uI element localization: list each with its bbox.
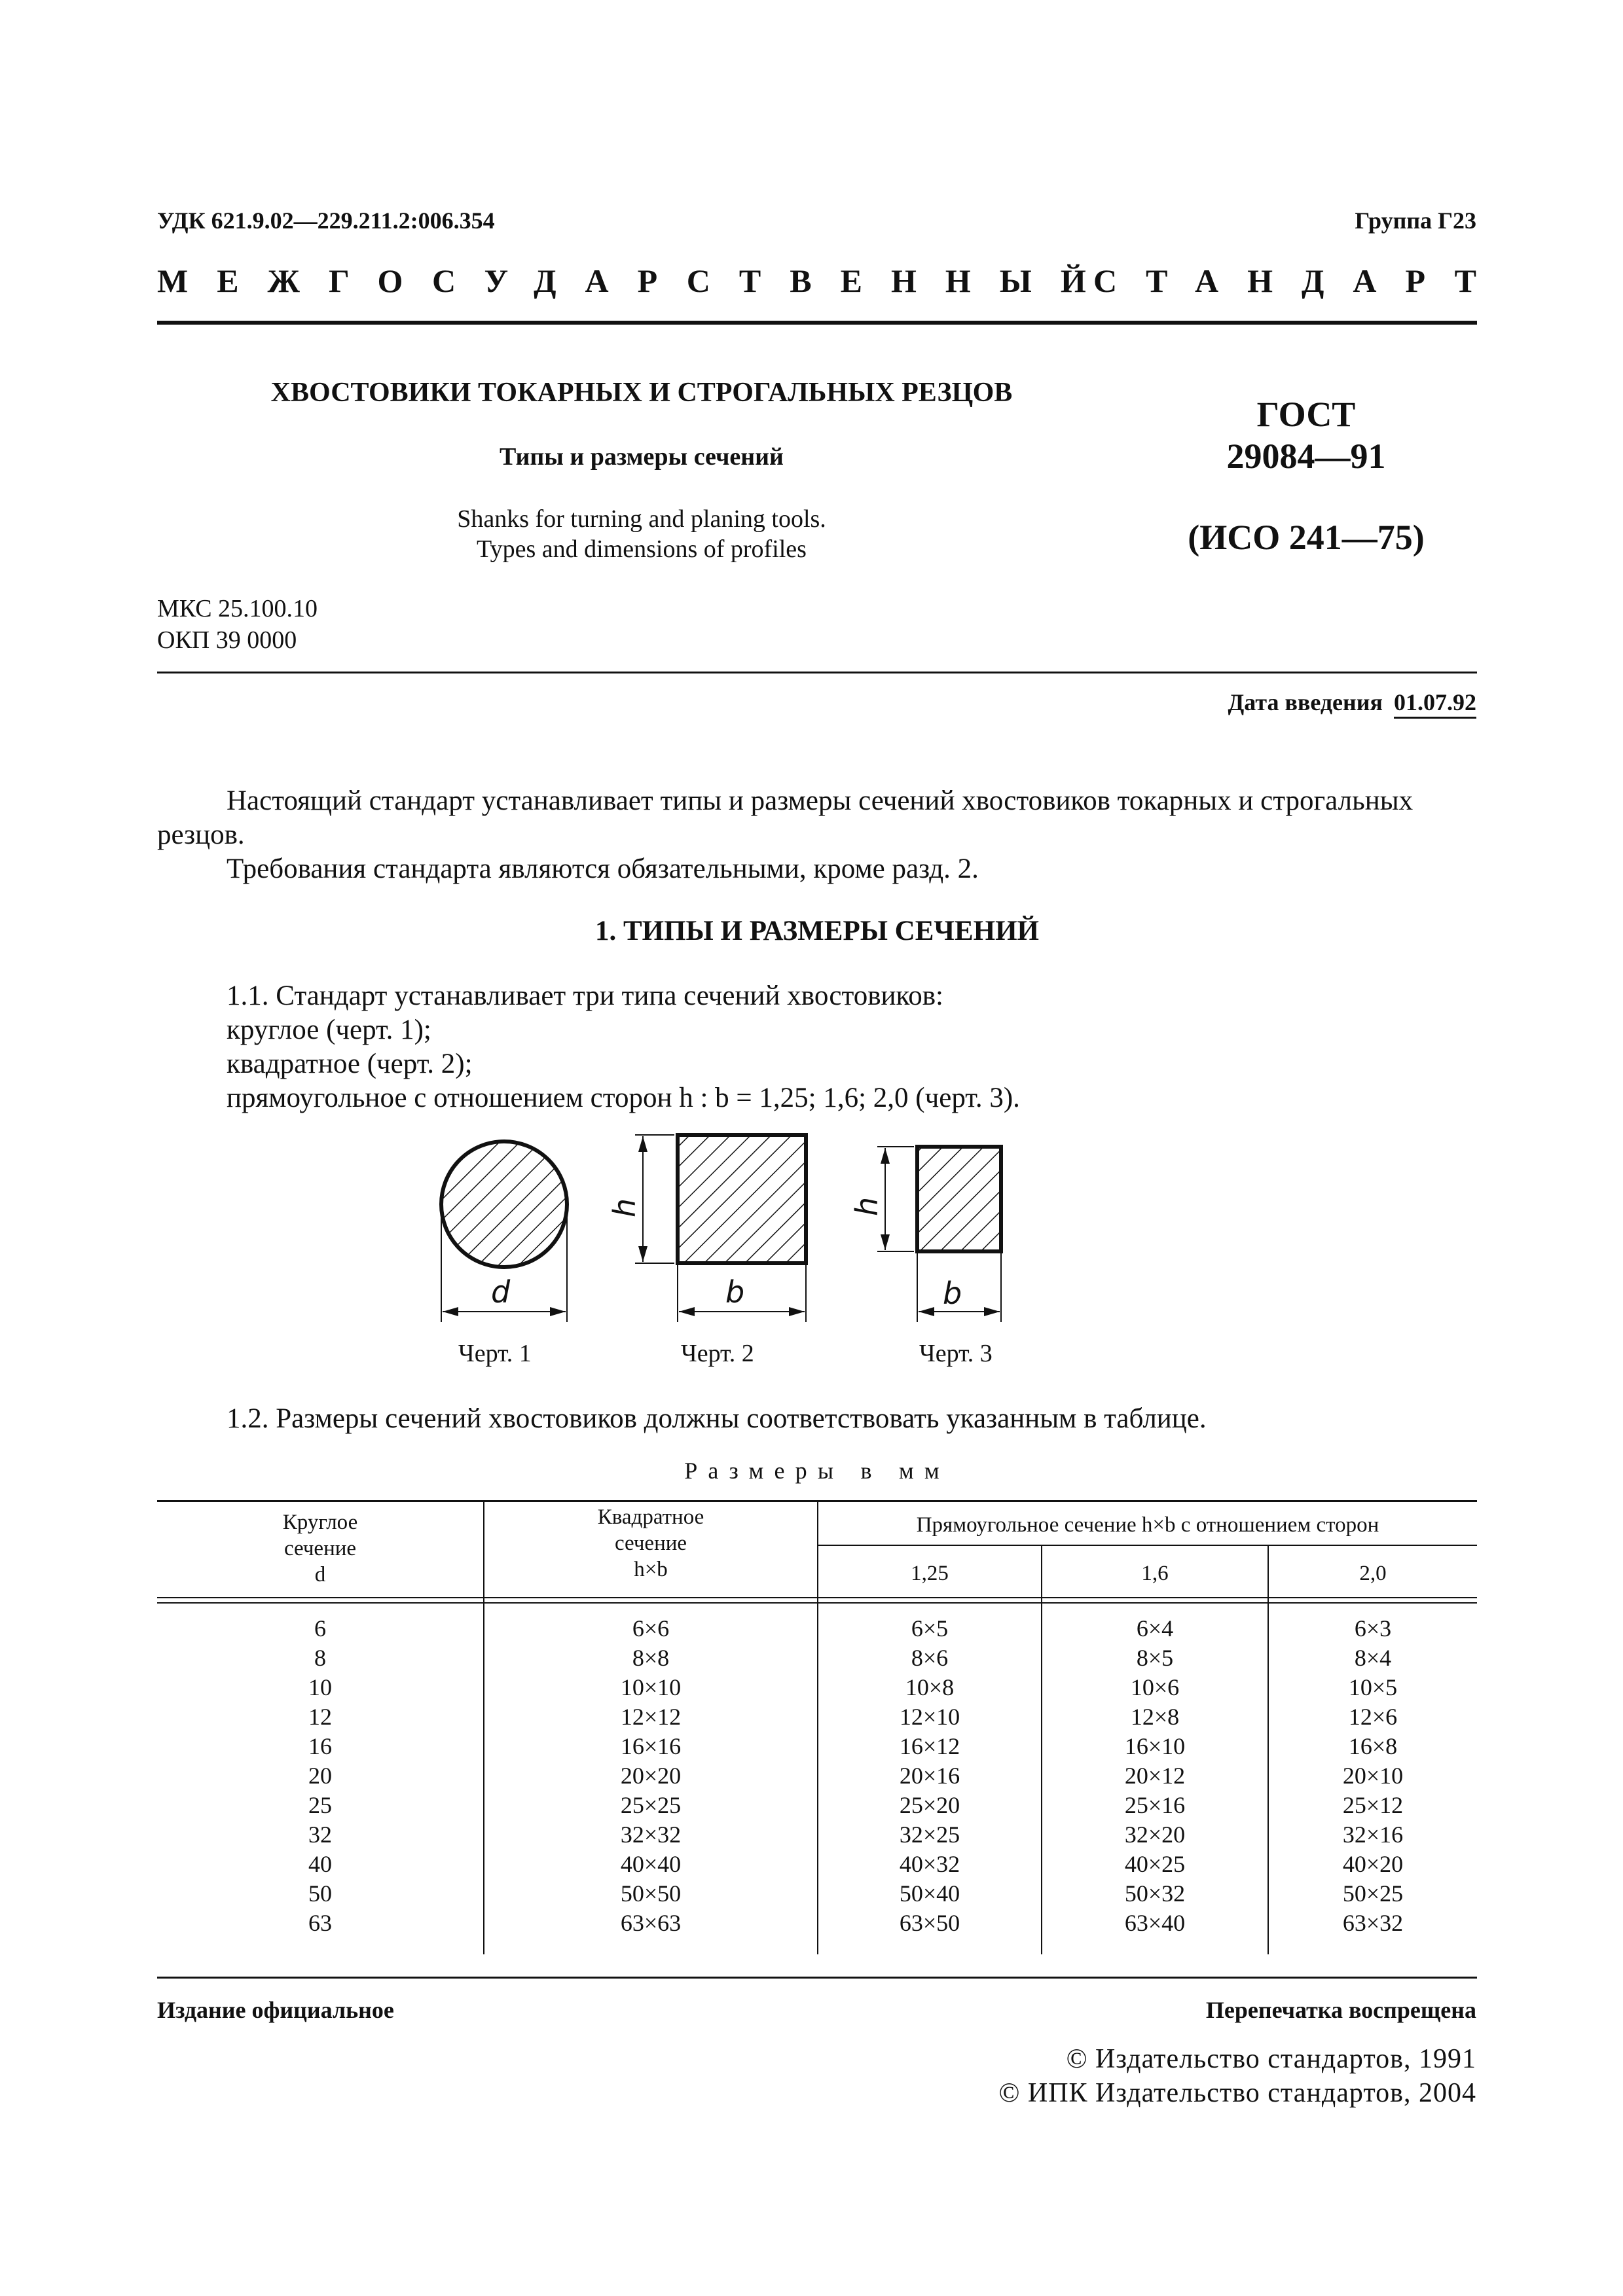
mks-code: МКС 25.100.10 [157, 595, 318, 622]
doc-title-en [157, 504, 1126, 564]
label-b-rect: b [943, 1276, 962, 1311]
copyright-2004: © ИПК Издательство стандартов, 2004 [998, 2078, 1476, 2108]
header-rectangular: Прямоугольное сечение h×b с отношением сторон [916, 1513, 1379, 1537]
header-ratio-20: 2,0 [1359, 1562, 1387, 1585]
column-rect-20: 6×3 8×4 10×5 12×6 16×8 20×10 25×12 32×16 40×20 50×25 63×32 [1342, 1615, 1404, 1936]
copyright-1991: © Издательство стандартов, 1991 [1066, 2044, 1476, 2074]
label-b-square: b [725, 1274, 745, 1310]
group-code: Группа Г23 [1355, 207, 1476, 234]
column-rect-125: 6×5 8×6 10×8 12×10 16×12 20×16 25×20 32×25 40×32 50×40 63×50 [899, 1615, 960, 1936]
item-square: квадратное (черт. 2); [227, 1049, 473, 1079]
header-ratio-125: 1,25 [911, 1562, 949, 1585]
banner-interstate: МЕЖГОСУДАРСТВЕННЫЙ [157, 262, 1115, 299]
header-rule [157, 321, 1477, 325]
okp-code: ОКП 39 0000 [157, 626, 297, 654]
header-round: Круглое сечение d [282, 1511, 358, 1587]
column-round: 6 8 10 12 16 20 25 32 40 50 63 [308, 1615, 332, 1936]
gost-number: 29084—91 [1226, 437, 1386, 476]
reprint-prohibited: Перепечатка воспрещена [1205, 1997, 1476, 2023]
item-rectangular: прямоугольное с отношением сторон h : b = 1,25; 1,6; 2,0 (черт. 3). [227, 1083, 1020, 1113]
doc-title-en-line1: Shanks for turning and planing tools. [457, 505, 826, 533]
header-square: Квадратное сечение h×b [597, 1505, 704, 1581]
classification-codes [157, 593, 318, 656]
clause-1-2: 1.2. Размеры сечений хвостовиков должны соответствовать указанным в таблице. [227, 1403, 1207, 1434]
column-square: 6×6 8×8 10×10 12×12 16×16 20×20 25×25 32×32 40×40 50×50 63×63 [620, 1615, 682, 1936]
intro-mandatory: Требования стандарта являются обязательными, кроме разд. 2. [227, 853, 979, 884]
footer-rule [157, 1977, 1477, 1979]
official-edition: Издание официальное [157, 1997, 394, 2023]
drawing-square-section [607, 1135, 806, 1322]
iso-number: (ИСО 241—75) [1188, 518, 1425, 557]
intro-line1: Настоящий стандарт устанавливает типы и размеры сечений хвостовиков токарных и строгальных [227, 785, 1413, 816]
header-ratio-16: 1,6 [1141, 1562, 1169, 1585]
date-of-introduction [1228, 689, 1477, 716]
drawing-round-section [441, 1141, 567, 1322]
item-round: круглое (черт. 1); [227, 1014, 431, 1045]
date-label: Дата введения [1228, 689, 1383, 715]
title-rule [157, 672, 1477, 673]
label-d: d [491, 1274, 511, 1310]
doc-subtitle: Типы и размеры сечений [500, 443, 784, 471]
caption-fig2: Черт. 2 [681, 1340, 754, 1367]
gost-label: ГОСТ [1256, 395, 1356, 434]
table-units: Размеры в мм [684, 1458, 950, 1484]
udk-code: УДК 621.9.02—229.211.2:006.354 [157, 207, 495, 234]
column-rect-16: 6×4 8×5 10×6 12×8 16×10 20×12 25×16 32×20 40×25 50×32 63×40 [1124, 1615, 1186, 1936]
doc-title: ХВОСТОВИКИ ТОКАРНЫХ И СТРОГАЛЬНЫХ РЕЗЦОВ [270, 378, 1013, 408]
banner-standard: СТАНДАРТ [1093, 262, 1505, 299]
table-subheader-rule [817, 1545, 1477, 1546]
clause-1-1: 1.1. Стандарт устанавливает три типа сечений хвостовиков: [227, 980, 943, 1011]
section-heading: 1. ТИПЫ И РАЗМЕРЫ СЕЧЕНИЙ [594, 916, 1039, 946]
doc-title-en-line2: Types and dimensions of profiles [477, 535, 807, 563]
copyright-block [998, 2042, 1476, 2110]
date-value: 01.07.92 [1394, 689, 1476, 719]
drawing-rect-section [849, 1147, 1001, 1322]
caption-fig3: Черт. 3 [919, 1340, 993, 1367]
intro-line2: резцов. [157, 819, 245, 850]
label-h-rect: h [849, 1196, 884, 1216]
label-h-square: h [607, 1198, 642, 1217]
caption-fig1: Черт. 1 [458, 1340, 532, 1367]
